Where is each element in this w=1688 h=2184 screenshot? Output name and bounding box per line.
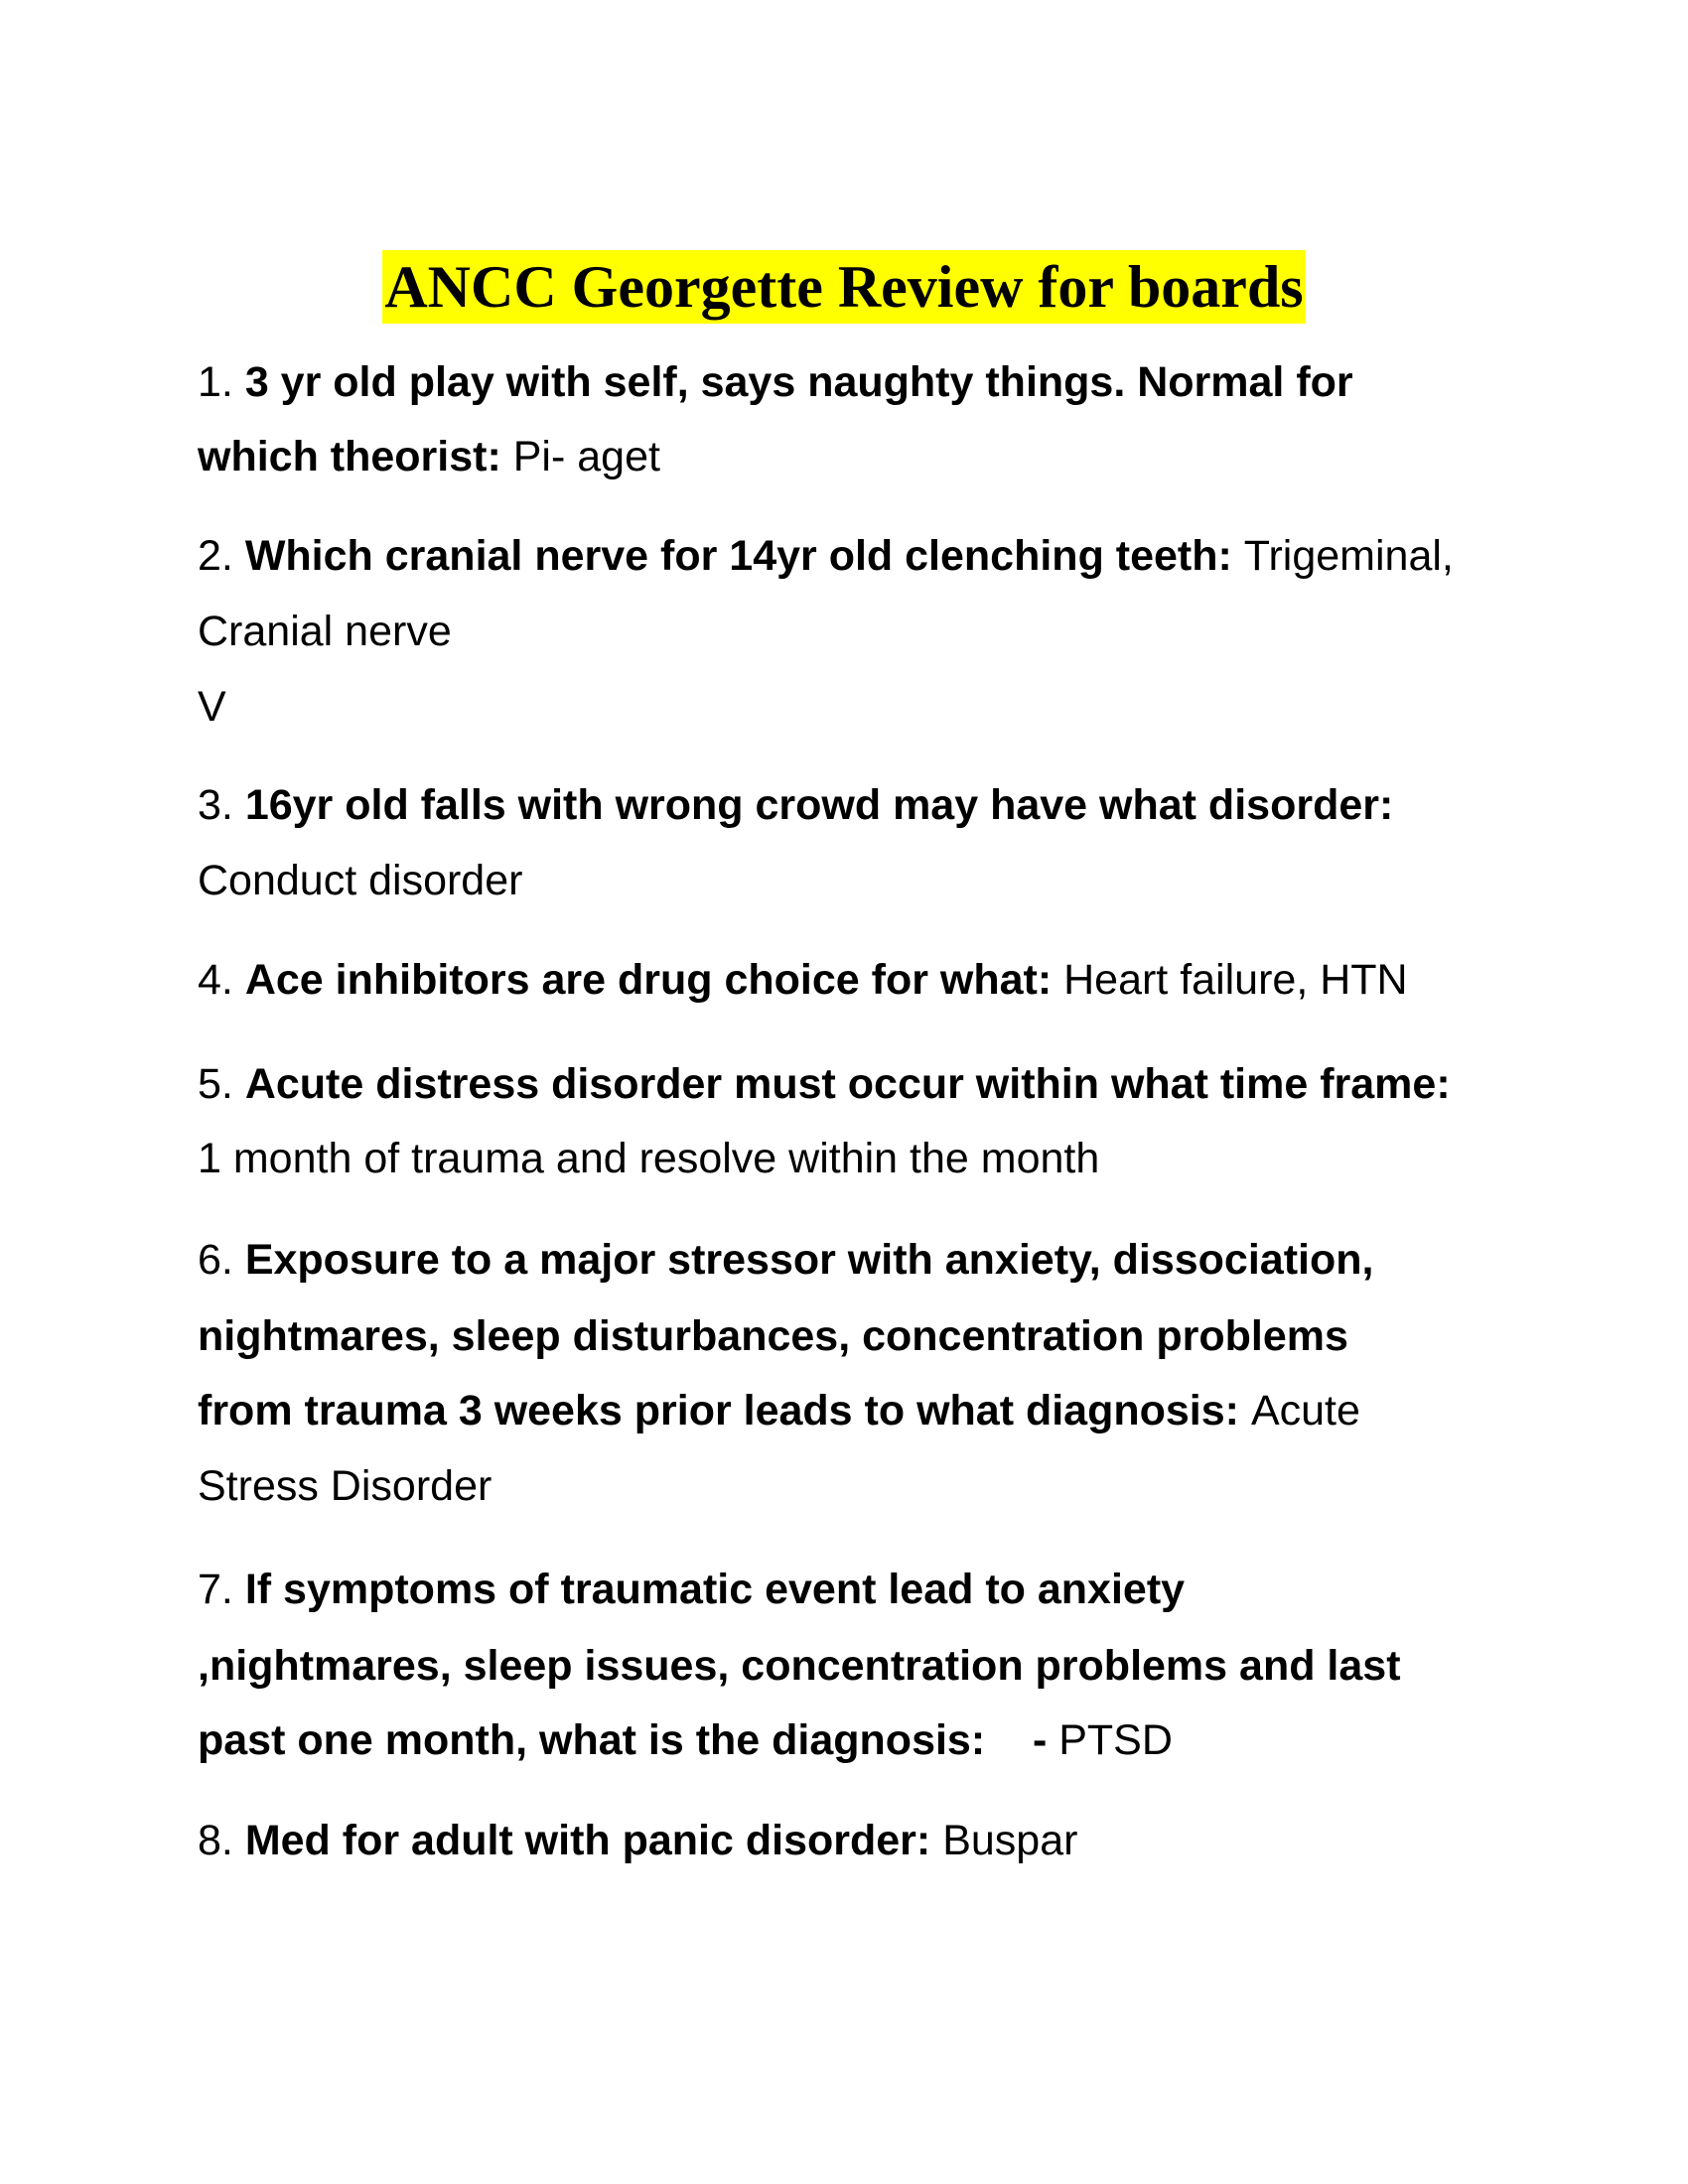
question-text: Which cranial nerve for 14yr old clenching teeth: [244, 532, 1244, 580]
text-line [198, 1641, 1401, 1691]
question-text: Ace inhibitors are drug choice for what: [244, 956, 1064, 1004]
answer-text: Heart failure, HTN [1063, 956, 1408, 1004]
text-line [198, 1235, 1373, 1285]
question-text: 16yr old falls with wrong crowd may have what disorder: [244, 781, 1394, 829]
answer-text: 2. [198, 532, 245, 580]
answer-text: 5. [198, 1060, 245, 1108]
answer-text: 6. [198, 1236, 245, 1284]
question-text: which theorist: [198, 433, 513, 480]
answer-text: Conduct disorder [198, 857, 523, 904]
question-text: If symptoms of traumatic event lead to anxiety [244, 1566, 1186, 1613]
answer-text: Buspar [942, 1817, 1078, 1864]
question-text: nightmares, sleep disturbances, concentration problems [198, 1312, 1348, 1360]
text-line [198, 1134, 1099, 1183]
text-line [198, 607, 452, 656]
answer-text: Trigeminal, [1243, 532, 1454, 580]
answer-text: PTSD [1058, 1716, 1173, 1764]
answer-text: 1. [198, 358, 245, 406]
answer-text: 1 month of trauma and resolve within the month [198, 1135, 1100, 1182]
text-line [198, 1059, 1451, 1109]
answer-text: 3. [198, 781, 245, 829]
answer-text: Stress Disorder [198, 1462, 492, 1510]
text-line [198, 1461, 492, 1511]
question-text: ,nightmares, sleep issues, concentration problems and last [198, 1642, 1401, 1690]
text-line [198, 856, 522, 905]
text-line [198, 1816, 1077, 1865]
text-line [198, 682, 226, 732]
question-text: Exposure to a major stressor with anxiety, dissociation, [244, 1236, 1374, 1284]
text-line [198, 1386, 1360, 1435]
title-wrap [0, 250, 1688, 324]
document-title: ANCC Georgette Review for boards [382, 250, 1305, 324]
answer-text: Acute [1250, 1387, 1360, 1434]
text-line [198, 1565, 1185, 1614]
answer-text: Pi- aget [512, 433, 660, 480]
text-line [198, 531, 1454, 581]
question-text: Med for adult with panic disorder: [244, 1817, 943, 1864]
answer-text: 7. [198, 1566, 245, 1613]
text-line [198, 1715, 1173, 1765]
answer-text: 8. [198, 1817, 245, 1864]
answer-text: Cranial nerve [198, 608, 452, 655]
question-text: Acute distress disorder must occur within what time frame: [244, 1060, 1451, 1108]
answer-text: 4. [198, 956, 245, 1004]
question-text: from trauma 3 weeks prior leads to what diagnosis: [198, 1387, 1251, 1434]
text-line [198, 357, 1353, 407]
text-line [198, 432, 660, 481]
text-line [198, 780, 1393, 830]
question-text: past one month, what is the diagnosis: - [198, 1716, 1059, 1764]
text-line [198, 955, 1408, 1005]
question-text: 3 yr old play with self, says naughty things. Normal for [244, 358, 1353, 406]
text-line [198, 1311, 1348, 1361]
answer-text: V [198, 683, 226, 731]
